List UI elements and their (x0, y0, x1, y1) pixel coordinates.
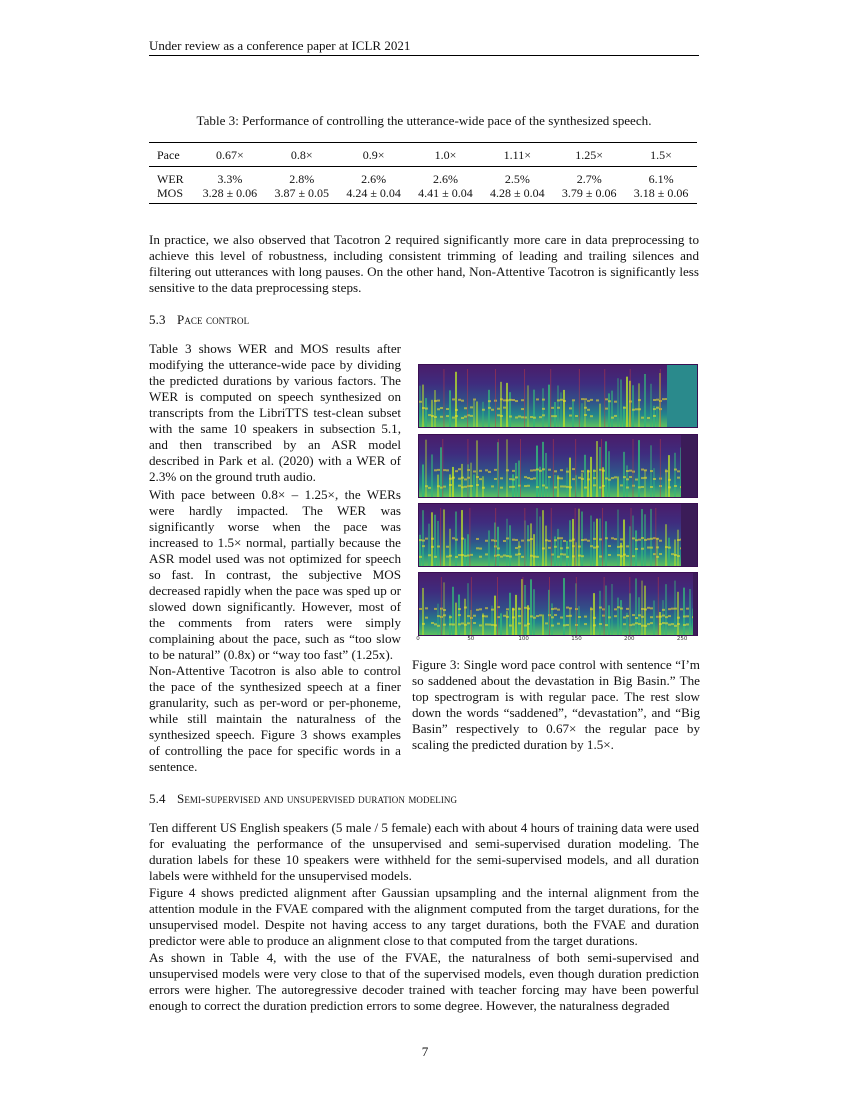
paragraph-intro: In practice, we also observed that Tacotron 2 required significantly more care in data preprocessing to achieve this level of robustness, including consistent trimming of leading and trailing silences and filtering out utterances with long pauses. On the other hand, Non-Attentive Tacotron is significantly less sensitive to the data preprocessing steps. (149, 232, 699, 295)
figure3-x-axis (418, 633, 696, 647)
table3-cell: MOS (149, 186, 194, 204)
section-heading-5-4 (149, 791, 457, 807)
table3-header-cell: 0.8× (266, 143, 338, 167)
section-number: 5.4 (149, 791, 166, 806)
spectrogram-regular-pace (418, 364, 698, 428)
spectrogram-saddened-slow (418, 434, 698, 498)
table3-header-row (149, 143, 697, 167)
paragraph-duration-1: Ten different US English speakers (5 male / 5 female) each with about 4 hours of training data were used for evaluating the performance of the unsupervised and semi-supervised duration modeling. The duration labels for these 10 speakers were withheld for the semi-supervised models, and all duration labels were withheld for the unsupervised models. (149, 820, 699, 883)
running-header: Under review as a conference paper at ICLR 2021 (149, 38, 411, 53)
table3-row-mos (149, 186, 697, 204)
paragraph-pace-1: Table 3 shows WER and MOS results after modifying the utterance-wide pace by dividing the predicted durations by various factors. The WER is computed on speech synthesized on transcripts from the LibriTTS test-clean subset with the same 10 speakers in subsection 5.1, and then transcribed by an ASR model described in Park et al. (2020) with a WER of 2.3% on the ground truth audio. (149, 341, 401, 484)
table3-header-cell: 1.11× (481, 143, 553, 167)
table3-cell: 2.6% (432, 172, 458, 186)
paragraph-duration-2: Figure 4 shows predicted alignment after Gaussian upsampling and the internal alignment from the attention module in the FVAE compared with the alignment computed from the target durations, for the unsupervised model. Despite not having access to any target durations, both the FVAE and duration predictor were able to produce an alignment close to that computed from the target durations. (149, 885, 699, 948)
table3-cell: 3.87 ± 0.05 (266, 186, 338, 204)
table3-cell: 2.8% (289, 172, 315, 186)
spectrogram-big-basin-slow (418, 572, 698, 636)
figure3-caption: Figure 3: Single word pace control with sentence “I’m so saddened about the devastation in Big Basin.” The top spectrogram is with regular pace. The rest slow down the words “saddened”, “devastation”, and “Big Basin” respectively to 0.67× the regular pace by scaling the predicted duration by 1.5×. (412, 657, 700, 752)
x-tick-label: 50 (467, 636, 475, 642)
table3 (149, 142, 697, 204)
spectrogram-devastation-slow (418, 503, 698, 567)
x-tick-label: 0 (416, 636, 420, 642)
table3-caption: Table 3: Performance of controlling the utterance-wide pace of the synthesized speech. (196, 113, 652, 128)
table3-header-cell: 1.0× (410, 143, 482, 167)
table3-cell: 3.18 ± 0.06 (625, 186, 697, 204)
table3-cell: 3.79 ± 0.06 (553, 186, 625, 204)
x-tick-label: 200 (624, 636, 635, 642)
table3-cell: 3.3% (217, 172, 243, 186)
table3-cell: 2.7% (576, 172, 602, 186)
table3-cell: WER (157, 172, 184, 186)
section-heading-5-3 (149, 312, 249, 328)
table3-cell: 4.24 ± 0.04 (338, 186, 410, 204)
paragraph-pace-3: Non-Attentive Tacotron is also able to control the pace of the synthesized speech at a finer granularity, such as per-word or per-phoneme, while still maintain the naturalness of the synthesized speech. Figure 3 shows examples of controlling the pace for specific words in a sentence. (149, 663, 401, 774)
table3-cell: 3.28 ± 0.06 (194, 186, 266, 204)
x-tick-label: 250 (676, 636, 688, 642)
table3-header-cell: 0.67× (194, 143, 266, 167)
paragraph-duration-3: As shown in Table 4, with the use of the FVAE, the naturalness of both semi-supervised and unsupervised models were very close to that of the supervised models, even though duration prediction errors were higher. The autoregressive decoder trained with teacher forcing may have been powerful enough to correct the duration prediction errors to some degree. However, the naturalness degraded (149, 950, 699, 1013)
table3-header-cell: 1.5× (625, 143, 697, 167)
x-tick-label: 100 (518, 636, 529, 642)
table3-cell: 4.28 ± 0.04 (481, 186, 553, 204)
section-number: 5.3 (149, 312, 166, 327)
header-rule (149, 55, 699, 56)
figure3-spectrograms (412, 362, 702, 647)
section-title: Pace control (177, 312, 250, 327)
section-title: Semi-supervised and unsupervised duration modeling (177, 791, 458, 806)
x-tick-label: 150 (571, 636, 582, 642)
table3-cell: 2.5% (504, 172, 530, 186)
paragraph-pace-2: With pace between 0.8× – 1.25×, the WERs were hardly impacted. The WER was significantly worse when the pace was increased to 1.5× normal, partially because the ASR model used was not optimized for speech so fast. In contrast, the subjective MOS decreased rapidly when the pace was sped up or slowed down significantly. However, most of the comments from raters were simply complaining about the pace, such as “too slow to be natural” (0.8x) or “way too fast” (1.25x). (149, 487, 401, 662)
table3-header-cell: 1.25× (553, 143, 625, 167)
page-number: 7 (421, 1044, 429, 1059)
table3-header-cell: 0.9× (338, 143, 410, 167)
table3-cell: 2.6% (361, 172, 387, 186)
table3-row-wer (149, 167, 697, 187)
table3-cell: 6.1% (648, 172, 674, 186)
table3-cell: 4.41 ± 0.04 (410, 186, 482, 204)
table3-header-cell: Pace (149, 143, 194, 167)
